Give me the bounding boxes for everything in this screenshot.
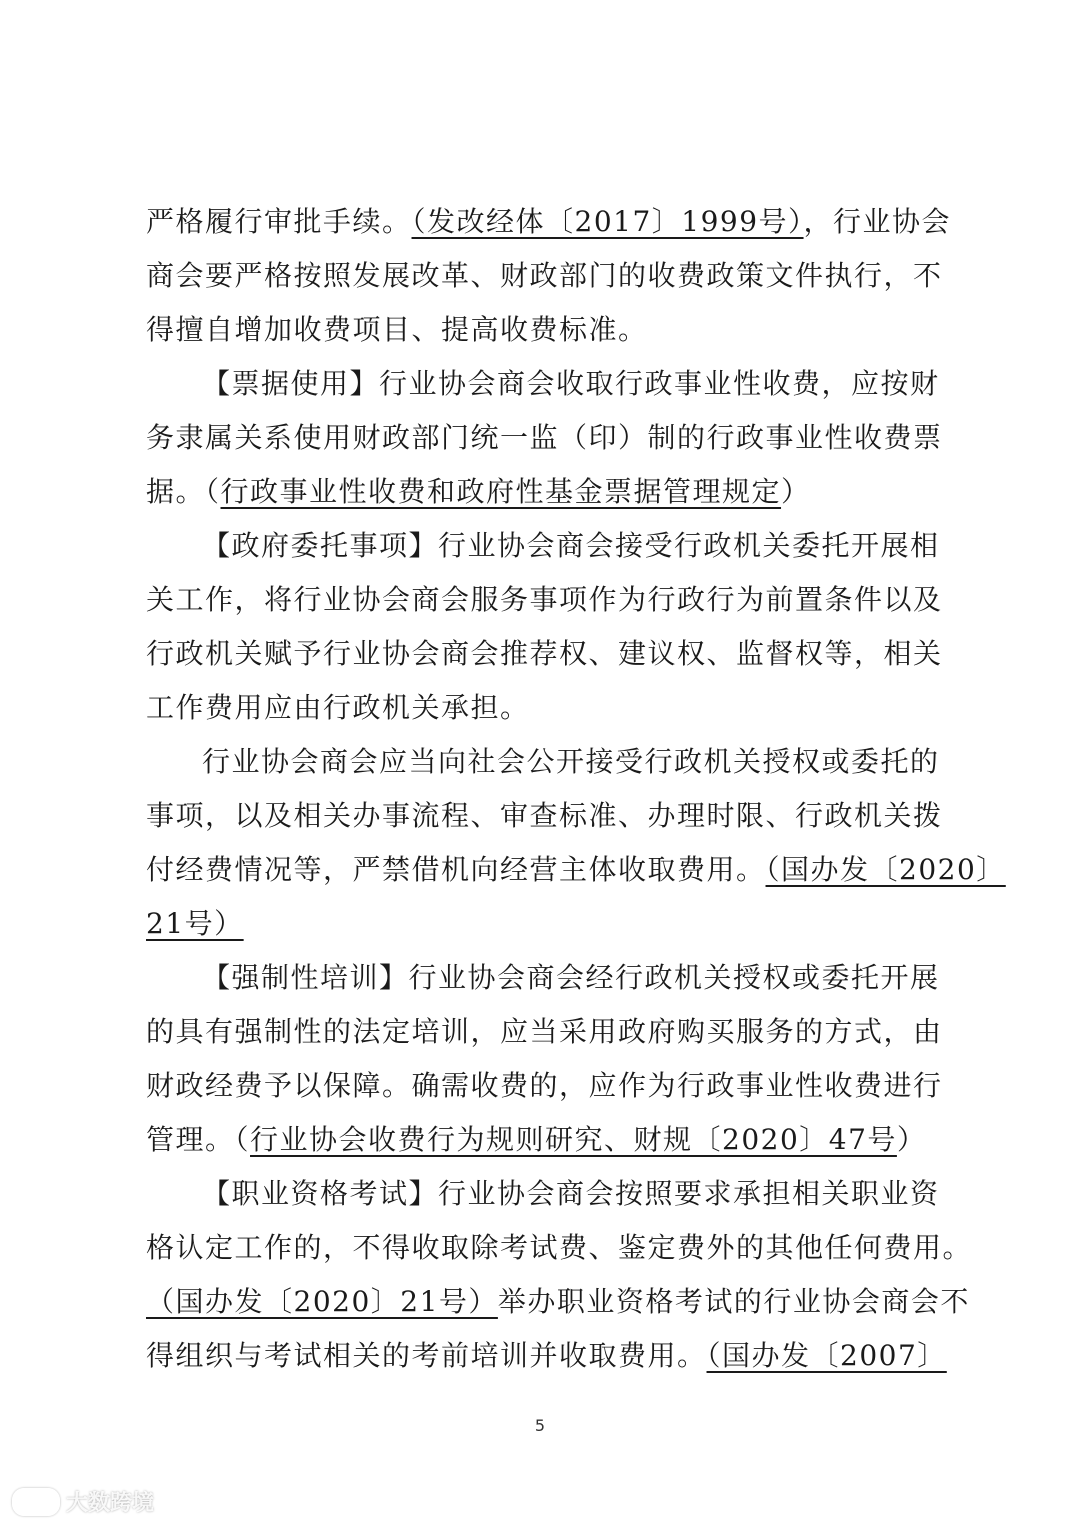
text-line: 据。（行政事业性收费和政府性基金票据管理规定） bbox=[146, 475, 811, 508]
text-line: 严格履行审批手续。（发改经体〔2017〕1999号），行业协会 bbox=[146, 205, 952, 238]
citation: （发改经体〔2017〕1999号） bbox=[411, 205, 804, 238]
text-line: 得组织与考试相关的考前培训并收取费用。（国办发〔2007〕 bbox=[146, 1339, 947, 1372]
text-line: 付经费情况等，严禁借机向经营主体收取费用。（国办发〔2020〕 bbox=[146, 853, 1006, 886]
text-line: 格认定工作的，不得收取除考试费、鉴定费外的其他任何费用。 bbox=[146, 1231, 973, 1264]
text-line: 【职业资格考试】行业协会商会按照要求承担相关职业资 bbox=[202, 1177, 940, 1210]
text-line: 关工作，将行业协会商会服务事项作为行政行为前置条件以及 bbox=[146, 583, 943, 616]
text-line: 行政机关赋予行业协会商会推荐权、建议权、监督权等，相关 bbox=[146, 637, 943, 670]
text-line: 务隶属关系使用财政部门统一监（印）制的行政事业性收费票 bbox=[146, 421, 943, 454]
logo-icon bbox=[12, 1488, 60, 1516]
text-line: 【票据使用】行业协会商会收取行政事业性收费，应按财 bbox=[202, 367, 940, 400]
citation: 行业协会收费行为规则研究、财规〔2020〕47号 bbox=[250, 1123, 897, 1156]
text-line: 【强制性培训】行业协会商会经行政机关授权或委托开展 bbox=[202, 961, 940, 994]
text-line: 的具有强制性的法定培训，应当采用政府购买服务的方式，由 bbox=[146, 1015, 943, 1048]
citation: 21号） bbox=[146, 907, 244, 940]
text-line: 管理。（行业协会收费行为规则研究、财规〔2020〕47号） bbox=[146, 1123, 927, 1156]
text-line: 【政府委托事项】行业协会商会接受行政机关委托开展相 bbox=[202, 529, 940, 562]
citation: 行政事业性收费和政府性基金票据管理规定 bbox=[220, 475, 782, 508]
text-line bbox=[146, 897, 938, 951]
page-number: 5 bbox=[534, 1416, 546, 1435]
citation: （国办发〔2020〕 bbox=[765, 853, 1006, 886]
text-line: 工作费用应由行政机关承担。 bbox=[146, 691, 530, 724]
text-line: 行业协会商会应当向社会公开接受行政机关授权或委托的 bbox=[202, 745, 940, 778]
citation: （国办发〔2007〕 bbox=[706, 1339, 947, 1372]
text-line: （国办发〔2020〕21号）举办职业资格考试的行业协会商会不 bbox=[146, 1285, 970, 1318]
text-line: 事项，以及相关办事流程、审查标准、办理时限、行政机关拨 bbox=[146, 799, 943, 832]
watermark bbox=[12, 1486, 154, 1517]
text-line: 商会要严格按照发展改革、财政部门的收费政策文件执行，不 bbox=[146, 259, 943, 292]
citation: （国办发〔2020〕21号） bbox=[146, 1285, 498, 1318]
document-body bbox=[146, 195, 1006, 1383]
text-line: 得擅自增加收费项目、提高收费标准。 bbox=[146, 313, 648, 346]
watermark-text: 大数跨境 bbox=[66, 1491, 155, 1516]
text-line: 财政经费予以保障。确需收费的，应作为行政事业性收费进行 bbox=[146, 1069, 943, 1102]
